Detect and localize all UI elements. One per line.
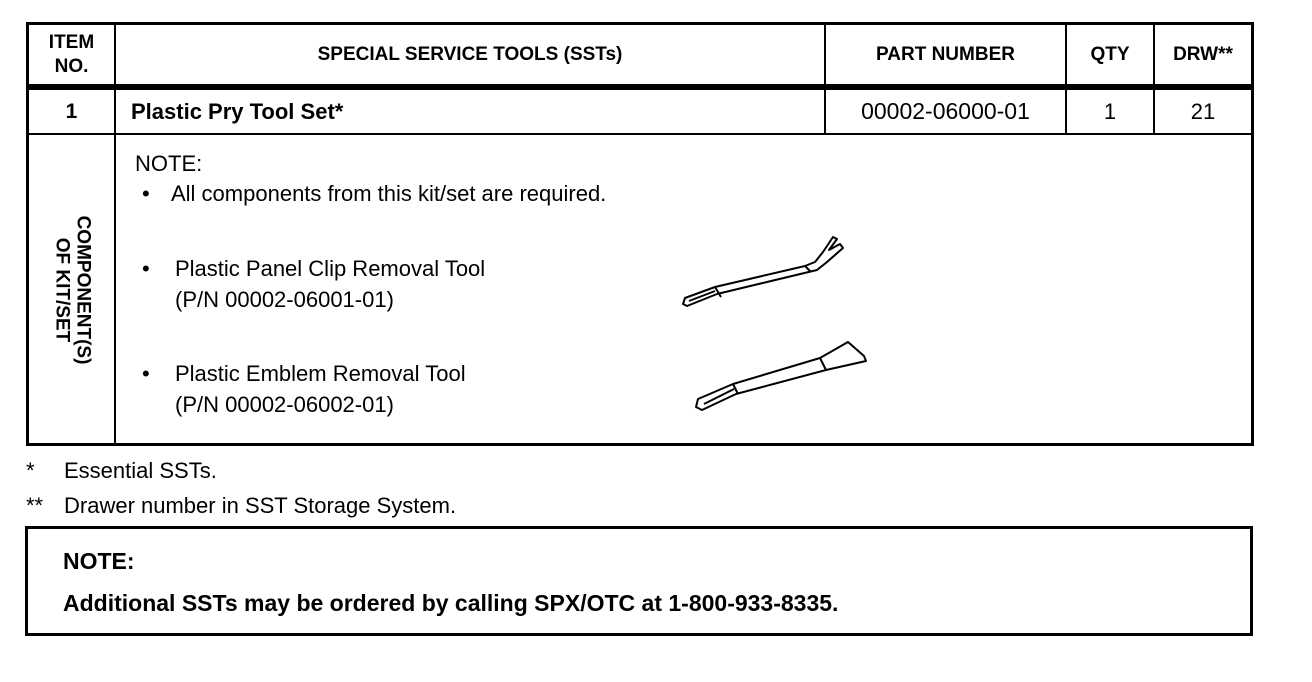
note-box-border-right <box>1250 526 1253 636</box>
table-border-bottom <box>26 443 1254 446</box>
row-tool-name: Plastic Pry Tool Set* <box>131 98 344 124</box>
header-special-service-tools: SPECIAL SERVICE TOOLS (SSTs) <box>317 43 623 65</box>
component-name-1: Plastic Panel Clip Removal Tool <box>175 256 486 281</box>
header-item-no: ITEM NO. <box>48 31 95 77</box>
row-divider <box>26 133 1254 135</box>
component-pn-1: (P/N 00002-06001-01) <box>175 287 394 312</box>
components-note-label: NOTE: <box>135 151 203 176</box>
row-qty: 1 <box>1103 98 1117 124</box>
bullet-icon: • <box>142 361 150 386</box>
footnote-mark-1: * <box>26 458 35 483</box>
components-note-text: All components from this kit/set are required. <box>171 181 607 206</box>
row-item-no: 1 <box>65 99 78 123</box>
header-part-number: PART NUMBER <box>876 43 1015 65</box>
row-part-number: 00002-06000-01 <box>861 98 1030 124</box>
emblem-removal-tool-icon <box>688 336 873 416</box>
header-drw: DRW** <box>1173 43 1233 65</box>
footnote-text-1: Essential SSTs. <box>64 458 217 483</box>
row-drw: 21 <box>1190 98 1216 124</box>
bullet-icon: • <box>142 181 150 206</box>
note-box-border-bottom <box>25 633 1253 636</box>
component-name-2: Plastic Emblem Removal Tool <box>175 361 466 386</box>
footnote-text-2: Drawer number in SST Storage System. <box>64 493 457 518</box>
component-pn-2: (P/N 00002-06002-01) <box>175 392 394 417</box>
header-qty: QTY <box>1090 43 1130 65</box>
note-box-title: NOTE: <box>63 548 135 574</box>
components-label-cell <box>28 135 116 444</box>
note-box-border-left <box>25 526 28 636</box>
note-box-border-top <box>25 526 1253 529</box>
bullet-icon: • <box>142 256 150 281</box>
note-box-body: Additional SSTs may be ordered by calling SPX/OTC at 1-800-933-8335. <box>63 590 839 616</box>
panel-clip-removal-tool-icon <box>675 230 850 315</box>
footnote-mark-2: ** <box>26 493 44 518</box>
components-label: COMPONENT(S) OF KIT/SET <box>51 215 94 364</box>
